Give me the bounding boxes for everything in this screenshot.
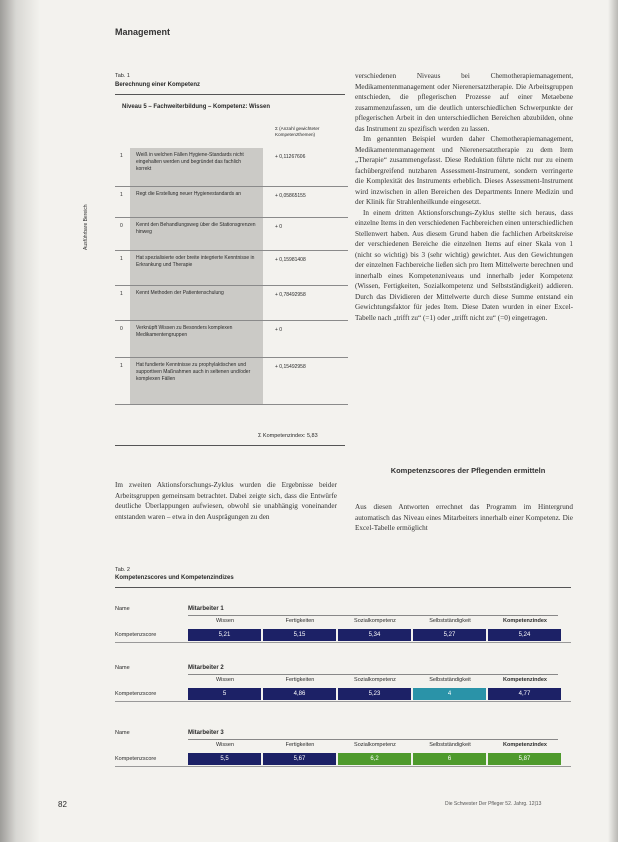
column-header: Sozialkompetenz — [354, 677, 396, 683]
table1-number: Tab. 1 — [115, 73, 130, 79]
score-cell: 5,15 — [263, 629, 336, 641]
score-label: Kompetenzscore — [115, 632, 157, 638]
paragraph: Aus diesen Antworten errechnet das Programm im Hintergrund automatisch das Niveau eines Mitarbeiters innerhalb einer Kompetenz. Die Excel-Tabelle ermöglicht — [355, 503, 573, 532]
footer-source: Die Schwester Der Pfleger 52. Jahrg. 12|13 — [445, 801, 542, 807]
column-header: Fertigkeiten — [285, 618, 315, 624]
column-header: Selbstständigkeit — [429, 742, 471, 748]
table1-rating: 1 — [120, 291, 123, 297]
table1-rating: 1 — [120, 256, 123, 262]
table1-item-text: Hat fundierte Kenntnisse zu prophylaktischen und supportiven Maßnahmen auch in seltenen und/oder komplexen Fällen — [130, 358, 263, 404]
score-label: Kompetenzscore — [115, 756, 157, 762]
table1-item-text: Kennt den Behandlungsweg über die Stationsgrenzen hinweg — [130, 218, 263, 250]
score-cell: 6,2 — [338, 753, 411, 765]
column-header: Fertigkeiten — [285, 677, 315, 683]
score-cell: 5,27 — [413, 629, 486, 641]
table1-row — [115, 321, 348, 358]
score-cell: 5,21 — [188, 629, 261, 641]
paragraph: verschiedenen Niveaus bei Chemotherapiemanagement, Medikamentenmanagement oder Nierenersatztherapie. Die Arbeitsgruppen entschieden, die pflegerischen Prozesse auf einer Metaebene zusammenzufassen, um die deutlich unterschiedlichen Schwerpunkte der pflegerischen Arbeit in den unterschiedlichen Bereichen abzubilden, ohne das Instrument zu spezifisch werden zu lassen. — [355, 72, 573, 133]
score-label: Kompetenzscore — [115, 691, 157, 697]
table1-value: + 0,05865155 — [275, 193, 306, 199]
employee-name: Mitarbeiter 2 — [188, 665, 224, 671]
employee-block — [115, 665, 571, 715]
table1-value: + 0 — [275, 327, 283, 333]
table1-item-text: Weiß in welchen Fällen Hygiene-Standards nicht eingehalten werden und begründet das fachlich korrekt — [130, 148, 263, 186]
table1-value: + 0,15492958 — [275, 364, 306, 370]
page-number: 82 — [58, 800, 67, 809]
table1-title: Berechnung einer Kompetenz — [115, 82, 201, 88]
divider — [188, 739, 558, 740]
table1-item-text: Verknüpft Wissen zu Besonders komplexen Medikamentengruppen — [130, 321, 263, 357]
name-label: Name — [115, 606, 130, 612]
table1-row — [115, 358, 348, 405]
employee-block — [115, 606, 571, 656]
table2-number: Tab. 2 — [115, 567, 130, 573]
table1-rating: 1 — [120, 192, 123, 198]
table2-title: Kompetenzscores und Kompetenzindizes — [115, 575, 234, 581]
divider — [115, 701, 571, 702]
paragraph: In einem dritten Aktionsforschungs-Zyklus stellte sich heraus, dass einzelne Items in den verschiedenen Fachbereichen einen unterschiedlichen Stellenwert haben. Aus diesem Grund haben die fachlichen Arbeitskreise der verschiedenen Bereiche die einzelnen Items auf einer Skala von 1 (nicht so wichtig) bis 3 (sehr wichtig) gewichtet. Aus den Gewichtungen der einzelnen Fachbereiche ließen sich pro Item Mittelwerte berechnen und innerhalb eines Kompetenzniveaus und innerhalb jeder Kompetenz (Wissen, Fertigkeiten, Sozialkompetenz und Selbstständigkeit) addieren. Durch das Dividieren der Mittelwerte durch diese Summe entstand ein Gewichtungsfaktor für jedes Item. Diese Daten wurden in einer Excel-Tabelle nach „trifft zu“ (=1) oder „trifft nicht zu“ (=0) eingetragen. — [355, 208, 573, 322]
body-text-right-bottom — [355, 502, 573, 534]
column-header: Sozialkompetenz — [354, 742, 396, 748]
paragraph: Im genannten Beispiel wurden daher Chemotherapiemanagement, Medikamentenmanagement und Nierenersatztherapie zu dem Item „Therapie“ zusammengefasst. Diese Reduktion führte nicht nur zu einem fachübergreifend nutzbaren Assessment-Instrument, sondern verringerte die Komplexität des Instruments erheblich. Dieses Assessment-Instrument wird inzwischen in allen Bereichen des Departments Innere Medizin und der Klinik für Strahlenheilkunde eingesetzt. — [355, 135, 573, 206]
table1-item-text: Kennt Methoden der Patientenschulung — [130, 286, 263, 320]
table1-row — [115, 251, 348, 286]
employee-name: Mitarbeiter 1 — [188, 606, 224, 612]
score-cell: 5,24 — [488, 629, 561, 641]
table1-bottom-rule — [115, 445, 345, 446]
table1-row — [115, 218, 348, 251]
table1-row — [115, 187, 348, 218]
section-label: Management — [115, 27, 171, 37]
table1-value: + 0 — [275, 224, 283, 230]
score-cell: 4,77 — [488, 688, 561, 700]
score-cell: 5,5 — [188, 753, 261, 765]
column-header: Wissen — [215, 742, 235, 748]
column-header: Kompetenzindex — [502, 677, 547, 683]
score-cell: 6 — [413, 753, 486, 765]
table1-rating: 0 — [120, 326, 123, 332]
score-cell: 5,34 — [338, 629, 411, 641]
table1-body — [115, 148, 348, 405]
score-cell: 4,86 — [263, 688, 336, 700]
score-cell: 5,23 — [338, 688, 411, 700]
table1-row — [115, 286, 348, 321]
score-cell: 4 — [413, 688, 486, 700]
table1-top-rule — [115, 94, 345, 95]
column-header: Selbstständigkeit — [429, 618, 471, 624]
table1-rating: 1 — [120, 363, 123, 369]
column-header: Wissen — [215, 618, 235, 624]
name-label: Name — [115, 665, 130, 671]
divider — [115, 642, 571, 643]
divider — [115, 766, 571, 767]
table1-item-text: Regt die Erstellung neuer Hygienestandards an — [130, 187, 263, 217]
table1-rating: 0 — [120, 223, 123, 229]
table1-item-text: Hat spezialisierte oder breite integrierte Kenntnisse in Erkrankung und Therapie — [130, 251, 263, 285]
divider — [188, 615, 558, 616]
divider — [188, 674, 558, 675]
paragraph: Im zweiten Aktionsforschungs-Zyklus wurden die Ergebnisse beider Arbeitsgruppen gemeinsam betrachtet. Dabei zeigte sich, dass die Entwürfe deutliche Überlappungen aufwiesen, obwohl sie unabhängig voneinander entstanden waren – etwa in den Ausprägungen zu den — [115, 481, 337, 521]
page-gutter-shadow — [0, 0, 40, 842]
column-header: Sozialkompetenz — [354, 618, 396, 624]
table1-vertical-label: Ausführbare Bereich — [83, 204, 89, 250]
page-edge-shadow — [608, 0, 618, 842]
score-cell: 5,67 — [263, 753, 336, 765]
score-cell: 5 — [188, 688, 261, 700]
table1-column-header: Σ (Anzahl gewichteter Kompetenzthemen) — [275, 126, 320, 137]
table1-row — [115, 148, 348, 187]
table2-top-rule — [115, 587, 571, 588]
body-text-right-top — [355, 71, 573, 323]
column-header: Kompetenzindex — [502, 618, 547, 624]
table1-sum: Σ Kompetenzindex: 5,83 — [258, 433, 318, 439]
subheading: Kompetenzscores der Pflegenden ermitteln — [390, 466, 546, 475]
column-header: Wissen — [215, 677, 235, 683]
table1-value: + 0,11267606 — [275, 154, 306, 160]
table1-value: + 0,15981408 — [275, 257, 306, 263]
table1-rating: 1 — [120, 153, 123, 159]
score-cell: 5,87 — [488, 753, 561, 765]
column-header: Kompetenzindex — [502, 742, 547, 748]
name-label: Name — [115, 730, 130, 736]
employee-name: Mitarbeiter 3 — [188, 730, 224, 736]
table1-heading: Niveau 5 – Fachweiterbildung – Kompetenz: Wissen — [122, 104, 270, 110]
employee-block — [115, 730, 571, 780]
column-header: Fertigkeiten — [285, 742, 315, 748]
body-text-left-bottom — [115, 480, 337, 522]
column-header: Selbstständigkeit — [429, 677, 471, 683]
table1-value: + 0,78492958 — [275, 292, 306, 298]
